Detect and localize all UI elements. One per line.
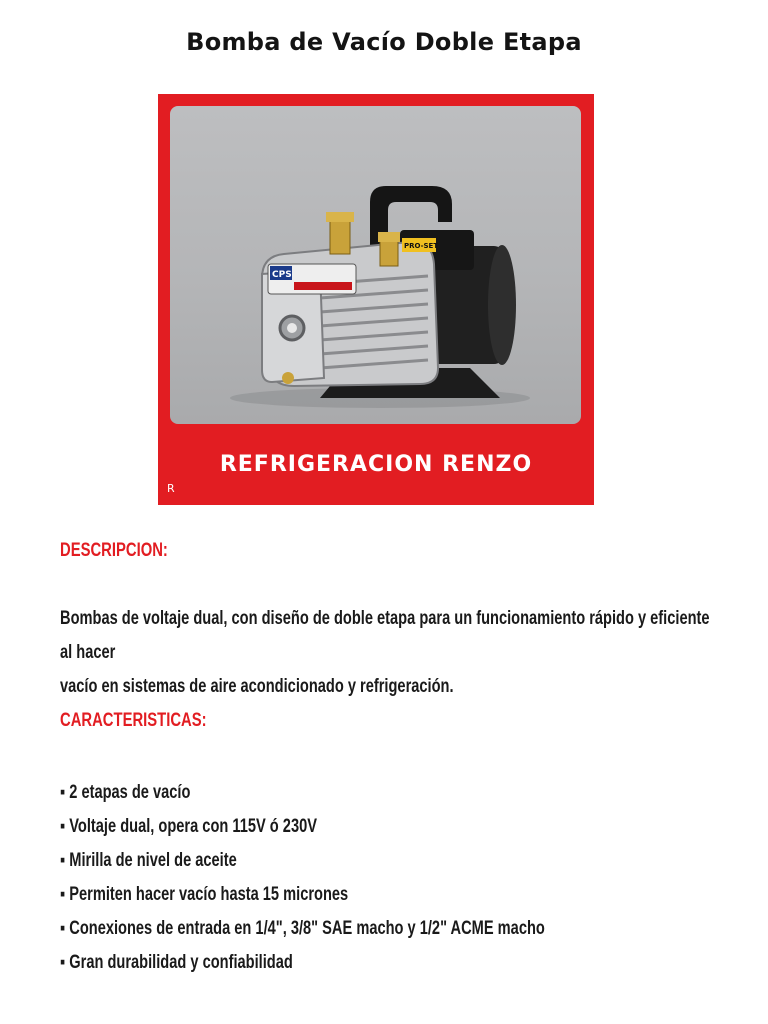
- product-photo: [170, 106, 581, 424]
- list-item: ▪ 2 etapas de vacío: [60, 782, 191, 803]
- description-text: [60, 602, 722, 704]
- list-item: ▪ Conexiones de entrada en 1/4", 3/8" SAE macho y 1/2" ACME macho: [60, 918, 545, 939]
- list-item: ▪ Voltaje dual, opera con 115V ó 230V: [60, 816, 317, 837]
- list-item: ▪ Mirilla de nivel de aceite: [60, 850, 237, 871]
- list-item: ▪ Permiten hacer vacío hasta 15 micrones: [60, 884, 349, 905]
- description-line: vacío en sistemas de aire acondicionado y refrigeración.: [60, 676, 454, 697]
- product-banner: [158, 94, 594, 505]
- proset-label: PRO-SET: [404, 242, 439, 250]
- list-item: ▪ Gran durabilidad y confiabilidad: [60, 952, 293, 973]
- vacuum-pump-illustration: [170, 106, 581, 424]
- page-title: Bomba de Vacío Doble Etapa: [186, 28, 582, 56]
- brand-name: REFRIGERACION RENZO: [219, 452, 533, 477]
- description-heading: DESCRIPCION:: [60, 540, 168, 561]
- cps-label: CPS: [272, 270, 292, 280]
- description-line: Bombas de voltaje dual, con diseño de doble etapa para un funcionamiento rápido y eficiente al hacer: [60, 608, 710, 663]
- registered-mark: R: [167, 482, 175, 495]
- features-heading: CARACTERISTICAS:: [60, 710, 207, 731]
- features-list: [60, 776, 599, 980]
